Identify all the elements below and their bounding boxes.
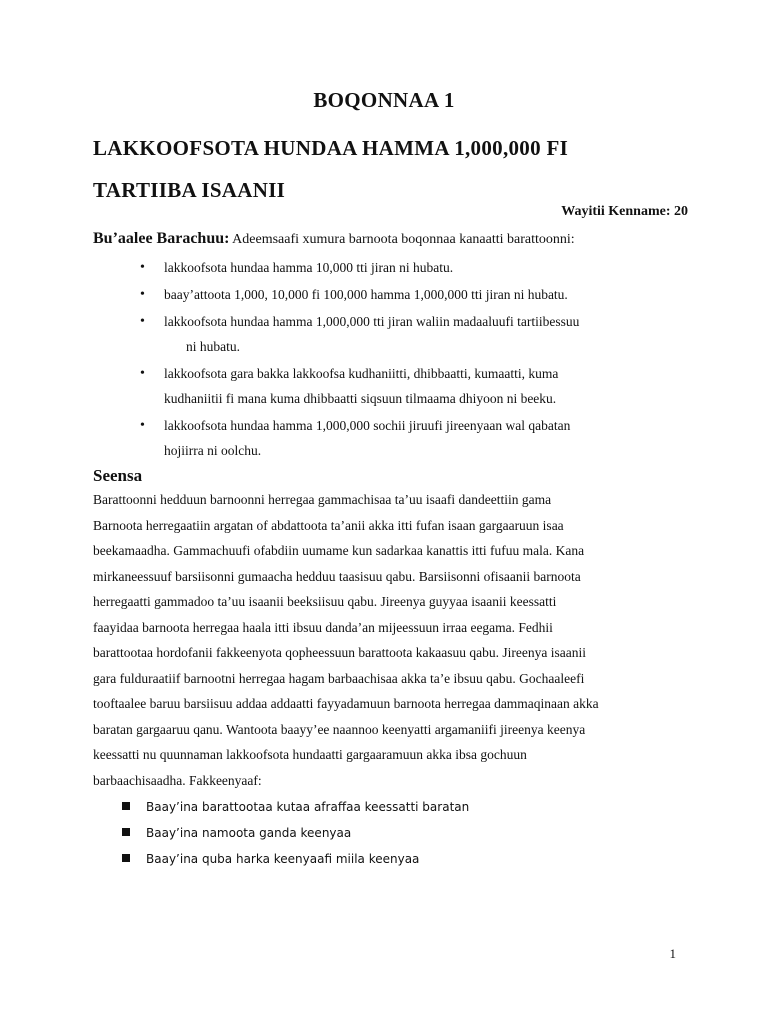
examples-list <box>120 794 680 872</box>
chapter-subtitle-line-1: LAKKOOFSOTA HUNDAA HAMMA 1,000,000 FI <box>93 136 569 160</box>
paragraph-line: barattootaa hordofanii fakkeenyota qopheessuun barattoota kakaasuu qabu. Jireenya isaanii <box>93 645 586 660</box>
example-text: Baay’ina barattootaa kutaa afraffaa keessatti baratan <box>146 800 470 814</box>
square-bullet-icon <box>122 802 130 810</box>
paragraph-line: barbaachisaadha. Fakkeenyaaf: <box>93 772 262 788</box>
objective-item <box>140 309 680 359</box>
objective-text: lakkoofsota hundaa hamma 1,000,000 sochii jiruufi jireenyaan wal qabatan <box>164 418 571 433</box>
paragraph-line: faayidaa barnoota herregaa haala itti ibsuu danda’an mijeessuun irraa eegama. Fedhii <box>93 619 553 635</box>
paragraph-line: Barnoota herregaatiin argatan of abdattoota ta’anii akka itti fufan isaan gargaaruun isaa <box>93 517 564 533</box>
objective-text-continued: hojiirra ni oolchu. <box>164 443 262 458</box>
example-item <box>120 820 680 846</box>
objective-text-continued: kudhaniitii fi mana kuma dhibbaatti siqsuun tilmaama dhiyoon ni beeku. <box>164 391 557 406</box>
paragraph-line: Barattoonni hedduun barnoonni herregaa gammachisaa ta’uu isaafi dandeettiin gama <box>93 492 552 507</box>
objective-item <box>140 282 680 307</box>
objective-text: lakkoofsota hundaa hamma 1,000,000 tti jiran waliin madaaluufi tartiibessuu <box>164 314 580 329</box>
objective-item <box>140 255 680 280</box>
square-bullet-icon <box>122 854 130 862</box>
paragraph-line: herregaatti gammadoo ta’uu isaanii beeksiisuu qabu. Jireenya guyyaa isaanii keessatti <box>93 594 557 609</box>
objective-text: lakkoofsota gara bakka lakkoofsa kudhaniitti, dhibbaatti, kumaatti, kuma <box>164 366 559 381</box>
paragraph-line: tooftaalee baruu barsiisuu addaa addaatti fayyadamuun barnoota herregaa dammaqinaan akka <box>93 696 599 711</box>
paragraph-line: beekamaadha. Gammachuufi ofabdiin uumame kun sadarkaa kanattis itti fufuu mala. Kana <box>93 543 585 558</box>
objectives-list <box>140 255 680 465</box>
introduction-paragraph <box>93 487 693 793</box>
objective-text-continued: ni hubatu. <box>186 339 240 354</box>
allotted-time: Wayitii Kenname: 20 <box>561 204 688 219</box>
paragraph-line: mirkaneessuuf barsiisonni gumaacha hedduu taasisuu qabu. Barsiisonni ofisaanii barnoota <box>93 568 581 584</box>
example-item <box>120 846 680 872</box>
objectives-lead: Bu’aalee Barachuu: <box>93 230 230 247</box>
paragraph-line: gara fulduraatiif barnootni herregaa hagam barbaachisaa akka ta’e ibsuu qabu. Gochaaleefi <box>93 670 585 686</box>
objectives-intro <box>93 230 693 248</box>
paragraph-line: baratan gargaaruu qanu. Wantoota baayy’ee naannoo keenyatti argamaniifi jireenya keenya <box>93 721 586 737</box>
objective-item <box>140 413 680 463</box>
objective-text: baay’attoota 1,000, 10,000 fi 100,000 hamma 1,000,000 tti jiran ni hubatu. <box>164 287 568 302</box>
chapter-subtitle <box>93 127 693 211</box>
example-item <box>120 794 680 820</box>
example-text: Baay’ina quba harka keenyaafi miila keenyaa <box>146 852 420 866</box>
objective-item <box>140 361 680 411</box>
paragraph-line: keessatti nu quunnaman lakkoofsota hundaatti gargaaramuun akka ibsa gochuun <box>93 747 527 762</box>
chapter-subtitle-line-2: TARTIIBA ISAANII <box>93 178 286 202</box>
objective-text: lakkoofsota hundaa hamma 10,000 tti jiran ni hubatu. <box>164 260 454 275</box>
section-heading: Seensa <box>93 466 143 485</box>
page-number: 1 <box>669 946 676 961</box>
chapter-title: BOQONNAA 1 <box>313 88 455 112</box>
objectives-intro-text: Adeemsaafi xumura barnoota boqonnaa kanaatti barattoonni: <box>229 232 575 247</box>
example-text: Baay’ina namoota ganda keenyaa <box>146 826 352 840</box>
square-bullet-icon <box>122 828 130 836</box>
